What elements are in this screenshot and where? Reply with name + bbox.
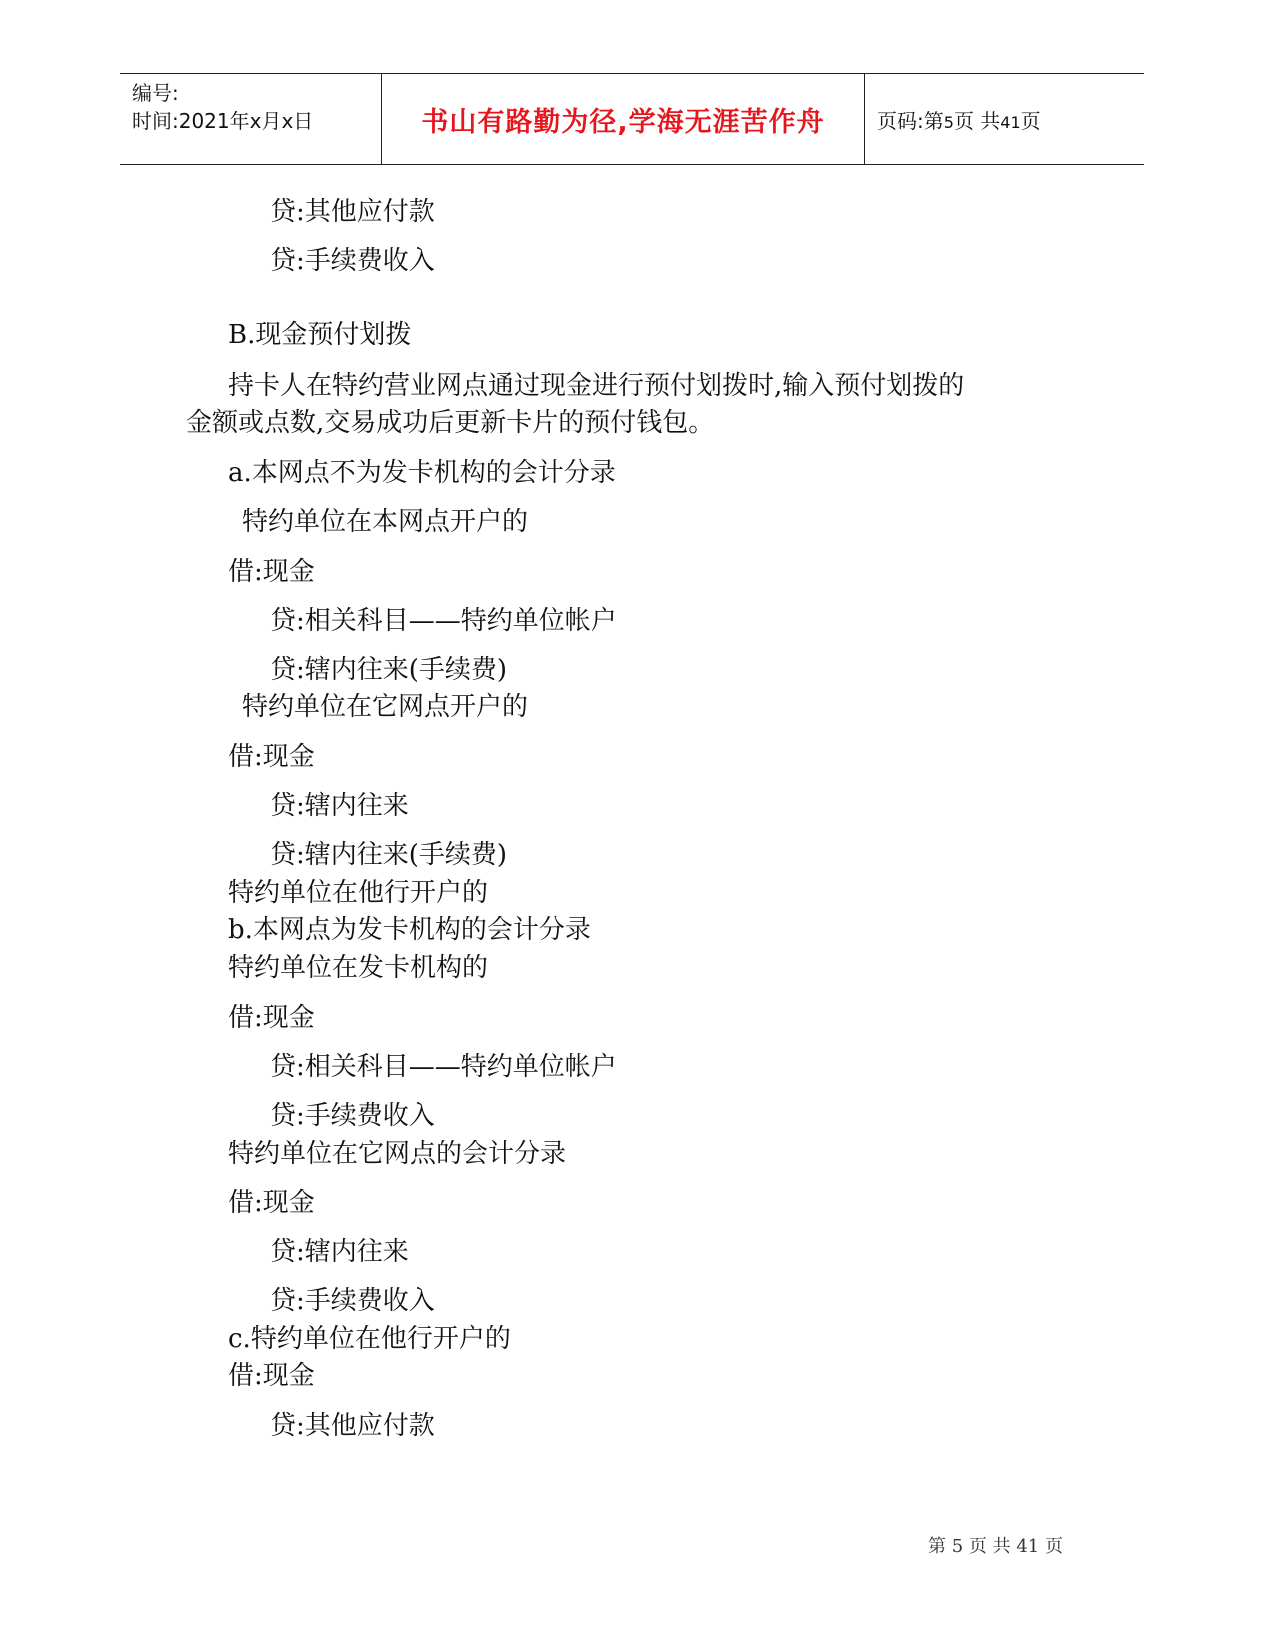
text-line: 特约单位在它网点开户的 bbox=[242, 692, 529, 722]
page-mid: 页 共 bbox=[953, 108, 1001, 133]
text-line: 贷:其他应付款 bbox=[270, 197, 435, 227]
header-page-info bbox=[877, 105, 1041, 134]
page-header bbox=[120, 73, 1144, 165]
text-line: 贷:辖内往来(手续费) bbox=[270, 655, 508, 685]
page-suffix: 页 bbox=[1020, 108, 1041, 133]
subsection-heading: b.本网点为发卡机构的会计分录 bbox=[228, 915, 591, 945]
text-line: 贷:相关科目——特约单位帐户 bbox=[270, 1052, 617, 1082]
text-line: 特约单位在他行开户的 bbox=[228, 878, 489, 908]
header-page-cell bbox=[865, 74, 1144, 164]
text-line: 贷:手续费收入 bbox=[270, 246, 435, 276]
header-motto-cell bbox=[382, 74, 865, 164]
subsection-heading: a.本网点不为发卡机构的会计分录 bbox=[228, 458, 616, 488]
text-line: 贷:辖内往来 bbox=[270, 1237, 409, 1267]
text-line: 借:现金 bbox=[228, 1188, 315, 1218]
text-line: 贷:辖内往来(手续费) bbox=[270, 840, 508, 870]
text-line: 贷:手续费收入 bbox=[270, 1101, 435, 1131]
text-line: 特约单位在它网点的会计分录 bbox=[228, 1139, 567, 1169]
paragraph-line: 金额或点数,交易成功后更新卡片的预付钱包。 bbox=[186, 408, 715, 438]
section-heading: B.现金预付划拨 bbox=[228, 320, 412, 350]
document-number-label: 编号: bbox=[132, 81, 179, 105]
page-prefix: 页码:第 bbox=[877, 108, 944, 133]
text-line: 特约单位在本网点开户的 bbox=[242, 507, 529, 537]
subsection-heading: c.特约单位在他行开户的 bbox=[228, 1324, 511, 1354]
text-line: 贷:辖内往来 bbox=[270, 791, 409, 821]
header-meta-cell bbox=[120, 74, 382, 164]
text-line: 借:现金 bbox=[228, 1003, 315, 1033]
page-number: 5 bbox=[943, 112, 954, 132]
text-line: 贷:手续费收入 bbox=[270, 1286, 435, 1316]
paragraph-line: 持卡人在特约营业网点通过现金进行预付划拨时,输入预付划拨的 bbox=[228, 371, 965, 401]
text-line: 借:现金 bbox=[228, 1361, 315, 1391]
text-line: 贷:其他应付款 bbox=[270, 1411, 435, 1441]
page-footer: 第 5 页 共 41 页 bbox=[928, 1536, 1063, 1557]
text-line: 特约单位在发卡机构的 bbox=[228, 953, 489, 983]
text-line: 贷:相关科目——特约单位帐户 bbox=[270, 606, 617, 636]
page-total: 41 bbox=[1000, 112, 1021, 132]
header-motto: 书山有路勤为径,学海无涯苦作舟 bbox=[421, 106, 825, 138]
text-line: 借:现金 bbox=[228, 557, 315, 587]
text-line: 借:现金 bbox=[228, 742, 315, 772]
document-time-label: 时间:2021年x月x日 bbox=[132, 109, 314, 133]
